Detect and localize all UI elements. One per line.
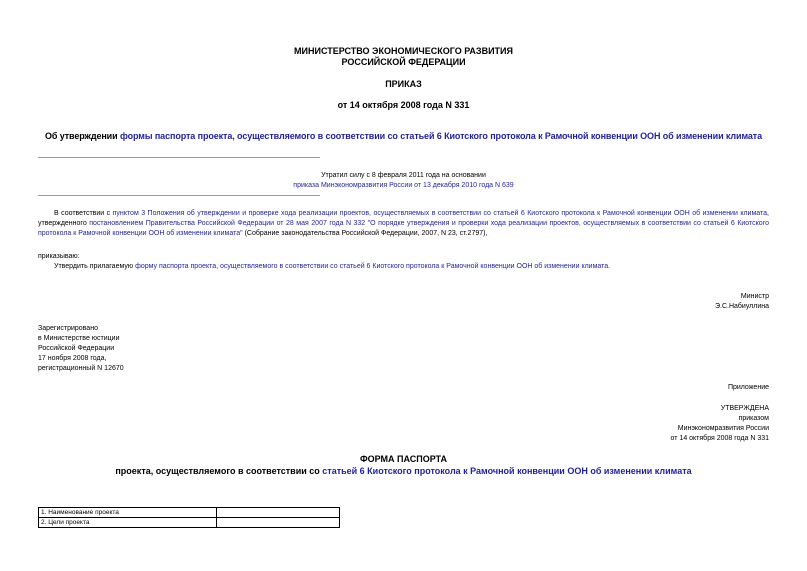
form-subtitle: [0, 466, 807, 476]
form-title: ФОРМА ПАСПОРТА: [359, 454, 448, 464]
preamble-text-1: В соответствии с: [54, 210, 113, 217]
row-value: [217, 518, 340, 528]
form-subtitle-prefix: проекта, осуществляемого в соответствии со: [115, 466, 323, 476]
order-word: приказываю:: [38, 253, 80, 260]
order-date: от 14 октября 2008 года N 331: [337, 100, 470, 110]
preamble-text-2: , утвержденного: [38, 210, 769, 227]
status-link-wrap: [0, 182, 807, 189]
ministry-line1: МИНИСТЕРСТВО ЭКОНОМИЧЕСКОГО РАЗВИТИЯ: [294, 46, 513, 56]
title-prefix: Об утверждении: [44, 131, 120, 141]
passport-form-table: [38, 507, 340, 528]
form-article-link[interactable]: статьей 6 Киотского протокола к Рамочной конвенции ООН об изменении климата: [322, 466, 692, 476]
row-value: [217, 508, 340, 518]
divider-top: [38, 157, 320, 158]
preamble-text-3: (Собрание законодательства Российской Федерации, 2007, N 23, ст.2797),: [242, 230, 488, 237]
title-link[interactable]: формы паспорта проекта, осуществляемого в соответствии со статьей 6 Киотского протокола к Рамочной конвенции ООН об изменении климата: [119, 131, 763, 141]
ministry-line2: РОССИЙСКОЙ ФЕДЕРАЦИИ: [341, 57, 466, 67]
table-row: [39, 518, 340, 528]
approve-paragraph: [54, 262, 774, 272]
registration-l5: регистрационный N 12670: [38, 365, 124, 372]
approve-suffix: .: [608, 263, 611, 270]
registration-l4: 17 ноября 2008 года,: [38, 355, 107, 362]
row-label: 2. Цели проекта: [39, 518, 217, 528]
signature-name: Э.С.Набиуллина: [714, 303, 769, 310]
appendix-label: Приложение: [727, 384, 769, 391]
document-title: [0, 131, 807, 141]
registration-l3: Российской Федерации: [38, 345, 115, 352]
preamble-link-regulation[interactable]: пунктом 3 Положения об утверждении и проверке хода реализации проектов, осуществляемых в соответствии со статьей 6 Киотского протокола к Рамочной конвенции ООН об изменении климата: [112, 210, 768, 217]
approved-ministry: Минэкономразвития России: [677, 425, 769, 432]
table-row: [39, 508, 340, 518]
registration-l1: Зарегистрировано: [38, 325, 98, 332]
repeal-order-link[interactable]: приказа Минэкономразвития России от 13 декабря 2010 года N 639: [293, 182, 514, 189]
row-label: 1. Наименование проекта: [39, 508, 217, 518]
preamble-link-resolution[interactable]: постановлением Правительства Российской Федерации от 28 мая 2007 года N 332 "О порядке утверждения и проверки хода реализации проектов, осуществляемых в соответствии со статьей 6 Киотского протокола к Рамочной конвенции ООН об изменении климата": [38, 220, 769, 237]
preamble-paragraph: [38, 209, 769, 239]
registration-l2: в Министерстве юстиции: [38, 335, 120, 342]
approved-by: приказом: [738, 415, 769, 422]
status-line: Утратил силу с 8 февраля 2011 года на основании: [321, 172, 486, 179]
order-heading: ПРИКАЗ: [385, 79, 422, 89]
approved-label: УТВЕРЖДЕНА: [720, 405, 769, 412]
approve-form-link[interactable]: форму паспорта проекта, осуществляемого в соответствии со статьей 6 Киотского протокола к Рамочной конвенции ООН об изменении климата: [135, 263, 609, 270]
signature-position: Министр: [740, 293, 769, 300]
approved-date: от 14 октября 2008 года N 331: [670, 435, 769, 442]
approve-prefix: Утвердить прилагаемую: [54, 263, 136, 270]
divider-bottom: [38, 195, 320, 196]
